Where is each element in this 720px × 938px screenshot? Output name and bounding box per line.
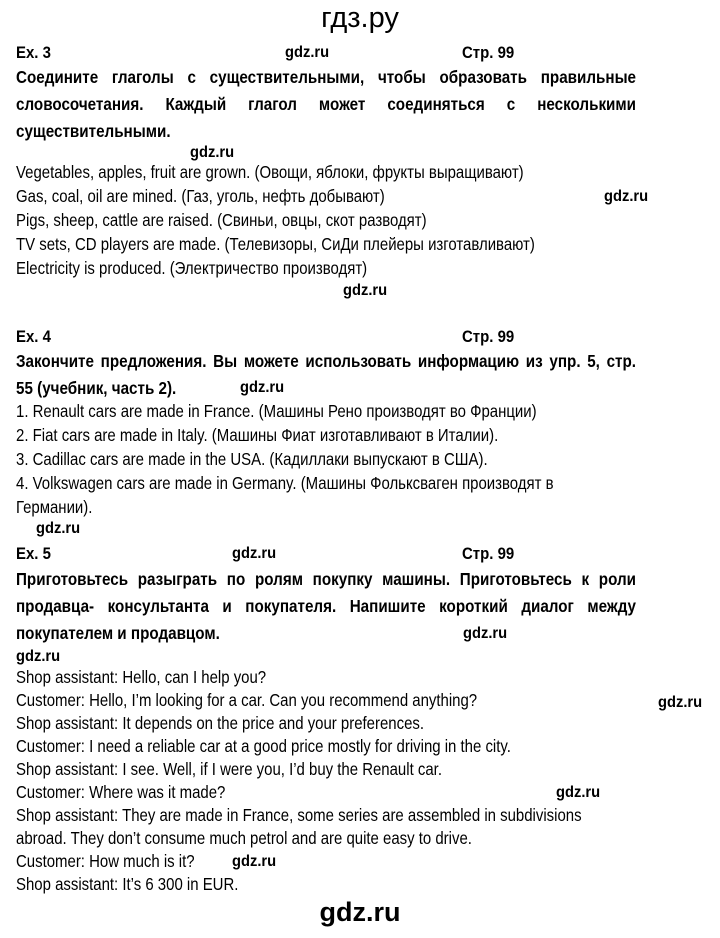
dialogue-line: Shop assistant: Hello, can I help you? [16, 667, 267, 687]
answer-line: 3. Cadillac cars are made in the USA. (Кадиллаки выпускают в США). [16, 449, 488, 469]
watermark: gdz.ru [190, 144, 235, 161]
task-line: словосочетания. Каждый глагол может соединяться с несколькими [16, 94, 637, 114]
dialogue-line: Customer: Hello, I’m looking for a car. Can you recommend anything? [16, 690, 478, 710]
exercise-3-label: Ex. 3 [16, 43, 51, 62]
dialogue-line: Shop assistant: I see. Well, if I were you, I’d buy the Renault car. [16, 759, 442, 779]
dialogue-line: Customer: I need a reliable car at a good price mostly for driving in the city. [16, 736, 511, 756]
footer-watermark: gdz.ru [319, 897, 401, 927]
watermark: gdz.ru [658, 694, 703, 711]
exercise-3-task [16, 64, 636, 145]
exercise-4-page: Стр. 99 [462, 327, 515, 346]
exercise-4-task [16, 348, 636, 402]
exercise-5-page: Стр. 99 [462, 544, 515, 563]
watermark: gdz.ru [240, 379, 285, 396]
task-line: существительными. [16, 121, 171, 141]
answer-line: 4. Volkswagen cars are made in Germany. (Машины Фольксваген производят в [16, 473, 554, 493]
task-line: Приготовьтесь разыграть по ролям покупку машины. Приготовьтесь к роли [16, 569, 637, 589]
task-line: продавца- консультанта и покупателя. Напишите короткий диалог между [16, 596, 637, 616]
task-line: покупателем и продавцом. [16, 623, 220, 643]
answer-line: Германии). [16, 497, 93, 517]
answer-line: Gas, coal, oil are mined. (Газ, уголь, нефть добывают) [16, 186, 385, 206]
exercise-5-task [16, 566, 636, 647]
dialogue-line: Shop assistant: They are made in France, some series are assembled in subdivisions [16, 805, 582, 825]
watermark: gdz.ru [556, 784, 601, 801]
answer-line: 1. Renault cars are made in France. (Машины Рено производят во Франции) [16, 401, 537, 421]
watermark: gdz.ru [604, 188, 649, 205]
dialogue-line: abroad. They don’t consume much petrol and are quite easy to drive. [16, 828, 472, 848]
task-line: Закончите предложения. Вы можете использовать информацию из упр. 5, стр. [16, 351, 637, 371]
answer-line: 2. Fiat cars are made in Italy. (Машины Фиат изготавливают в Италии). [16, 425, 499, 445]
watermark: gdz.ru [232, 853, 277, 870]
watermark: gdz.ru [232, 545, 277, 562]
task-line: 55 (учебник, часть 2). [16, 378, 177, 398]
dialogue-line: Customer: How much is it? [16, 851, 195, 871]
dialogue-line: Shop assistant: It depends on the price and your preferences. [16, 713, 425, 733]
watermark: gdz.ru [36, 520, 81, 537]
watermark: gdz.ru [343, 282, 388, 299]
watermark: gdz.ru [16, 648, 61, 665]
exercise-5-label: Ex. 5 [16, 544, 51, 563]
site-title: гдз.ру [321, 2, 399, 34]
exercise-4-label: Ex. 4 [16, 327, 51, 346]
dialogue-line: Shop assistant: It’s 6 300 in EUR. [16, 874, 239, 894]
answer-line: Vegetables, apples, fruit are grown. (Овощи, яблоки, фрукты выращивают) [16, 162, 524, 182]
answer-line: TV sets, CD players are made. (Телевизоры, СиДи плейеры изготавливают) [16, 234, 535, 254]
dialogue-line: Customer: Where was it made? [16, 782, 226, 802]
watermark: gdz.ru [463, 625, 508, 642]
answer-line: Electricity is produced. (Электричество производят) [16, 258, 368, 278]
answer-line: Pigs, sheep, cattle are raised. (Свиньи, овцы, скот разводят) [16, 210, 427, 230]
task-line: Соедините глаголы с существительными, чтобы образовать правильные [16, 67, 637, 87]
watermark: gdz.ru [285, 44, 330, 61]
exercise-3-page: Стр. 99 [462, 43, 515, 62]
